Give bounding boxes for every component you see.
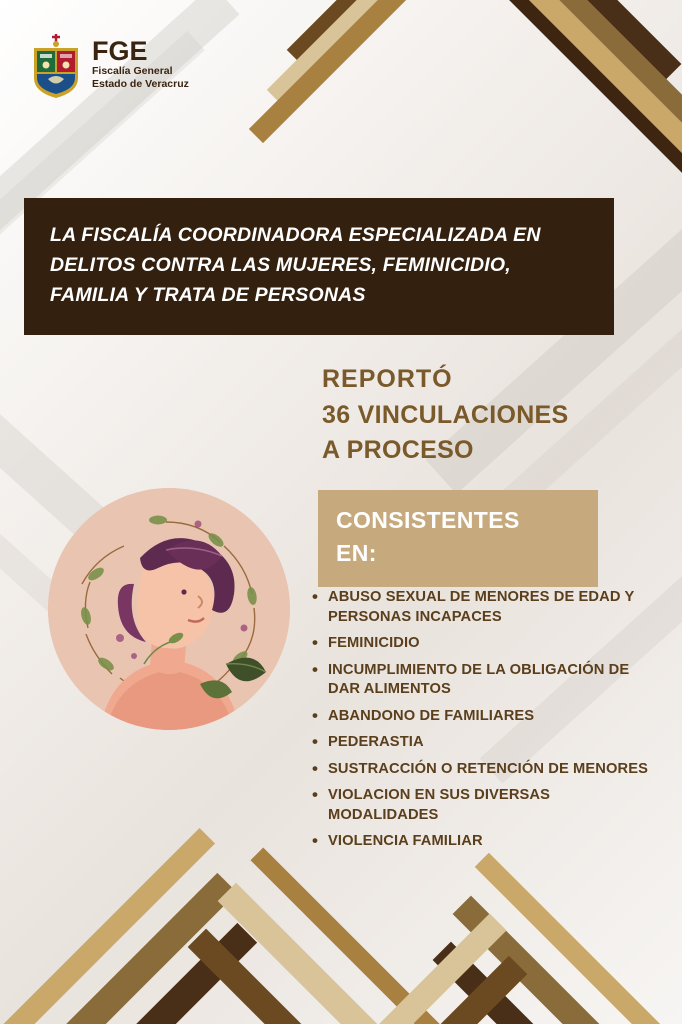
list-item: • SUSTRACCIÓN O RETENCIÓN DE MENORES bbox=[312, 760, 650, 780]
woman-profile-with-leaves-illustration bbox=[48, 488, 290, 730]
list-item: • FEMINICIDIO bbox=[312, 634, 650, 654]
title-banner bbox=[24, 198, 614, 335]
title-line-2: DELITOS CONTRA LAS MUJERES, FEMINICIDIO, bbox=[50, 254, 511, 277]
brand-text bbox=[92, 32, 189, 91]
decorative-ribbon bbox=[463, 0, 682, 180]
veracruz-coat-of-arms-icon bbox=[30, 32, 82, 100]
report-line-2: 36 VINCULACIONES bbox=[322, 400, 569, 429]
brand-line-2: Estado de Veracruz bbox=[92, 78, 189, 91]
list-item: • INCUMPLIMIENTO DE LA OBLIGACIÓN DE DAR ALIMENTOS bbox=[312, 661, 650, 700]
list-item: • VIOLENCIA FAMILIAR bbox=[312, 832, 650, 852]
consistent-line-1: CONSISTENTES bbox=[336, 507, 520, 533]
decorative-ribbon bbox=[249, 0, 475, 143]
title-line-1: LA FISCALÍA COORDINADORA ESPECIALIZADA EN bbox=[50, 224, 541, 246]
report-heading bbox=[322, 362, 569, 469]
fge-logo bbox=[30, 32, 189, 100]
report-line-3: A PROCESO bbox=[322, 436, 474, 464]
consistent-label-box bbox=[318, 490, 598, 587]
list-item: • PEDERASTIA bbox=[312, 733, 650, 753]
list-item: • ABUSO SEXUAL DE MENORES DE EDAD Y PERSONAS INCAPACES bbox=[312, 588, 650, 627]
consistent-line-2: EN: bbox=[336, 540, 377, 567]
report-line-1: REPORTÓ bbox=[322, 365, 453, 393]
list-item: • ABANDONO DE FAMILIARES bbox=[312, 707, 650, 727]
list-item: • VIOLACION EN SUS DIVERSAS MODALIDADES bbox=[312, 786, 650, 825]
crime-list bbox=[312, 588, 650, 859]
brand-line-1: Fiscalía General bbox=[92, 65, 173, 77]
title-line-3: FAMILIA Y TRATA DE PERSONAS bbox=[50, 284, 366, 307]
brand-abbreviation: FGE bbox=[92, 36, 148, 66]
